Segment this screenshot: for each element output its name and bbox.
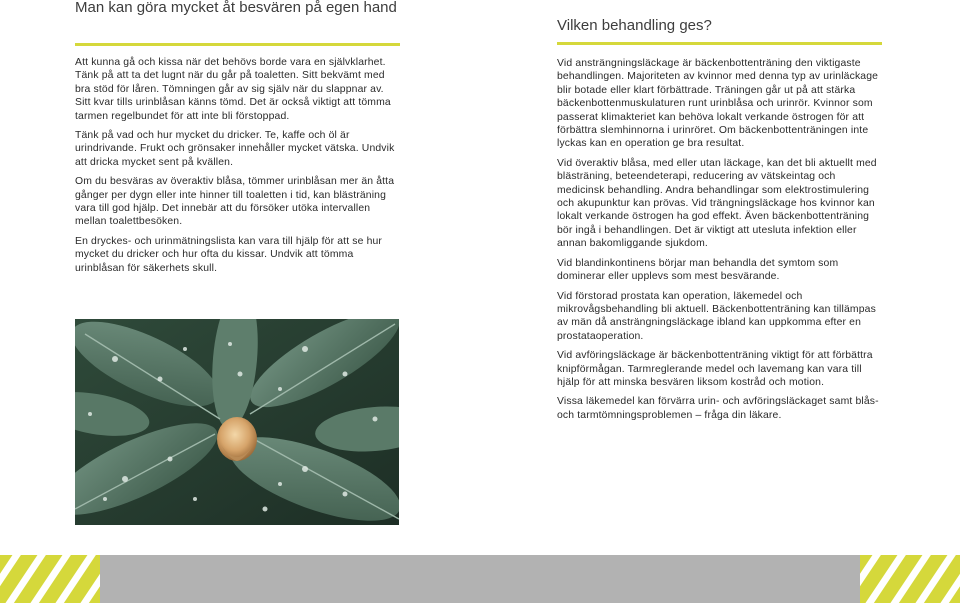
leaf-illustration [75, 319, 399, 525]
paragraph: Vid avföringsläckage är bäckenbottenträning viktigt för att förbättra knipförmågan. Tarmreglerande medel och lavemang kan vara till hjälp för att minska besvären liksom kostråd och motion. [557, 350, 873, 388]
paragraph: Vid förstorad prostata kan operation, läkemedel och mikrovågsbehandling bli aktuell. Bäckenbottenträning kan tillämpas av män då ansträngningsläckage ibland kan uppkomma efter en prostataoperation. [557, 290, 876, 342]
left-body [75, 56, 400, 281]
footer-stripes-right [860, 555, 960, 603]
paragraph: Att kunna gå och kissa när det behövs borde vara en självklarhet. Tänk på att ta det lugnt när du går på toaletten. Sitt bekvämt med bra stöd för låren. Tömningen går av sig själv när du slappnar av. Sitt kvar tills urinblåsan känns tömd. Det är också viktigt att tömma tarmen regelbundet för att inte bli förstoppad. [75, 57, 391, 122]
paragraph: En dryckes- och urinmätningslista kan vara till hjälp för att se hur mycket du dricker och hur ofta du kissar. Undvik att tömma urinblåsan för säkerhets skull. [75, 235, 383, 274]
heading-rule [75, 43, 400, 46]
paragraph: Vid överaktiv blåsa, med eller utan läckage, kan det bli aktuellt med blästräning, beteendeterapi, reducering av vätskeintag och medicinsk behandling. Andra behandlingar som elektrostimulering och akupunktur kan prövas. Vid trängningsläckage hos kvinnor kan lokalt verkande östrogen ha god effekt. Även bäckenbottenträning bör ingå i behandlingen. Det är viktigt att utesluta infektion eller annan bakomliggande sjukdom. [557, 157, 877, 250]
footer-band [0, 555, 960, 603]
heading-rule [557, 42, 882, 45]
right-body [557, 57, 882, 428]
leaf-photo [75, 319, 399, 525]
paragraph: Vissa läkemedel kan förvärra urin- och avföringsläckaget samt blås- och tarmtömningsproblemen – fråga din läkare. [557, 396, 879, 421]
paragraph: Vid ansträngningsläckage är bäckenbottenträning den viktigaste behandlingen. Majoriteten av kvinnor med denna typ av urinläckage blir botade eller klart förbättrade. Träningen går ut på att stärka bäckenbottenmuskulaturen runt urinblåsa och urinrör. Kvinnor som passerat klimakteriet kan behöva lokalt verkande östrogen för att förbättra slemhinnorna i urinröret. Om bäckenbottenträningen inte lyckas kan en operation ge bra resultat. [557, 58, 879, 150]
paragraph: Vid blandinkontinens börjar man behandla det symtom som dominerar eller upplevs som mest besvärande. [557, 257, 839, 283]
left-heading: Man kan göra mycket åt besvären på egen hand [75, 0, 397, 16]
paragraph: Om du besväras av överaktiv blåsa, tömmer urinblåsan mer än åtta gånger per dygn eller inte hinner till toaletten i tid, kan blästräning vara till god hjälp. Det innebär att du försöker utöka intervallen mellan toalettbesöken. [75, 176, 395, 228]
right-heading: Vilken behandling ges? [557, 17, 712, 34]
footer-stripes-left [0, 555, 100, 603]
paragraph: Tänk på vad och hur mycket du dricker. Te, kaffe och öl är urindrivande. Frukt och grönsaker innehåller mycket vätska. Undvik att dricka mycket sent på kvällen. [75, 130, 395, 168]
